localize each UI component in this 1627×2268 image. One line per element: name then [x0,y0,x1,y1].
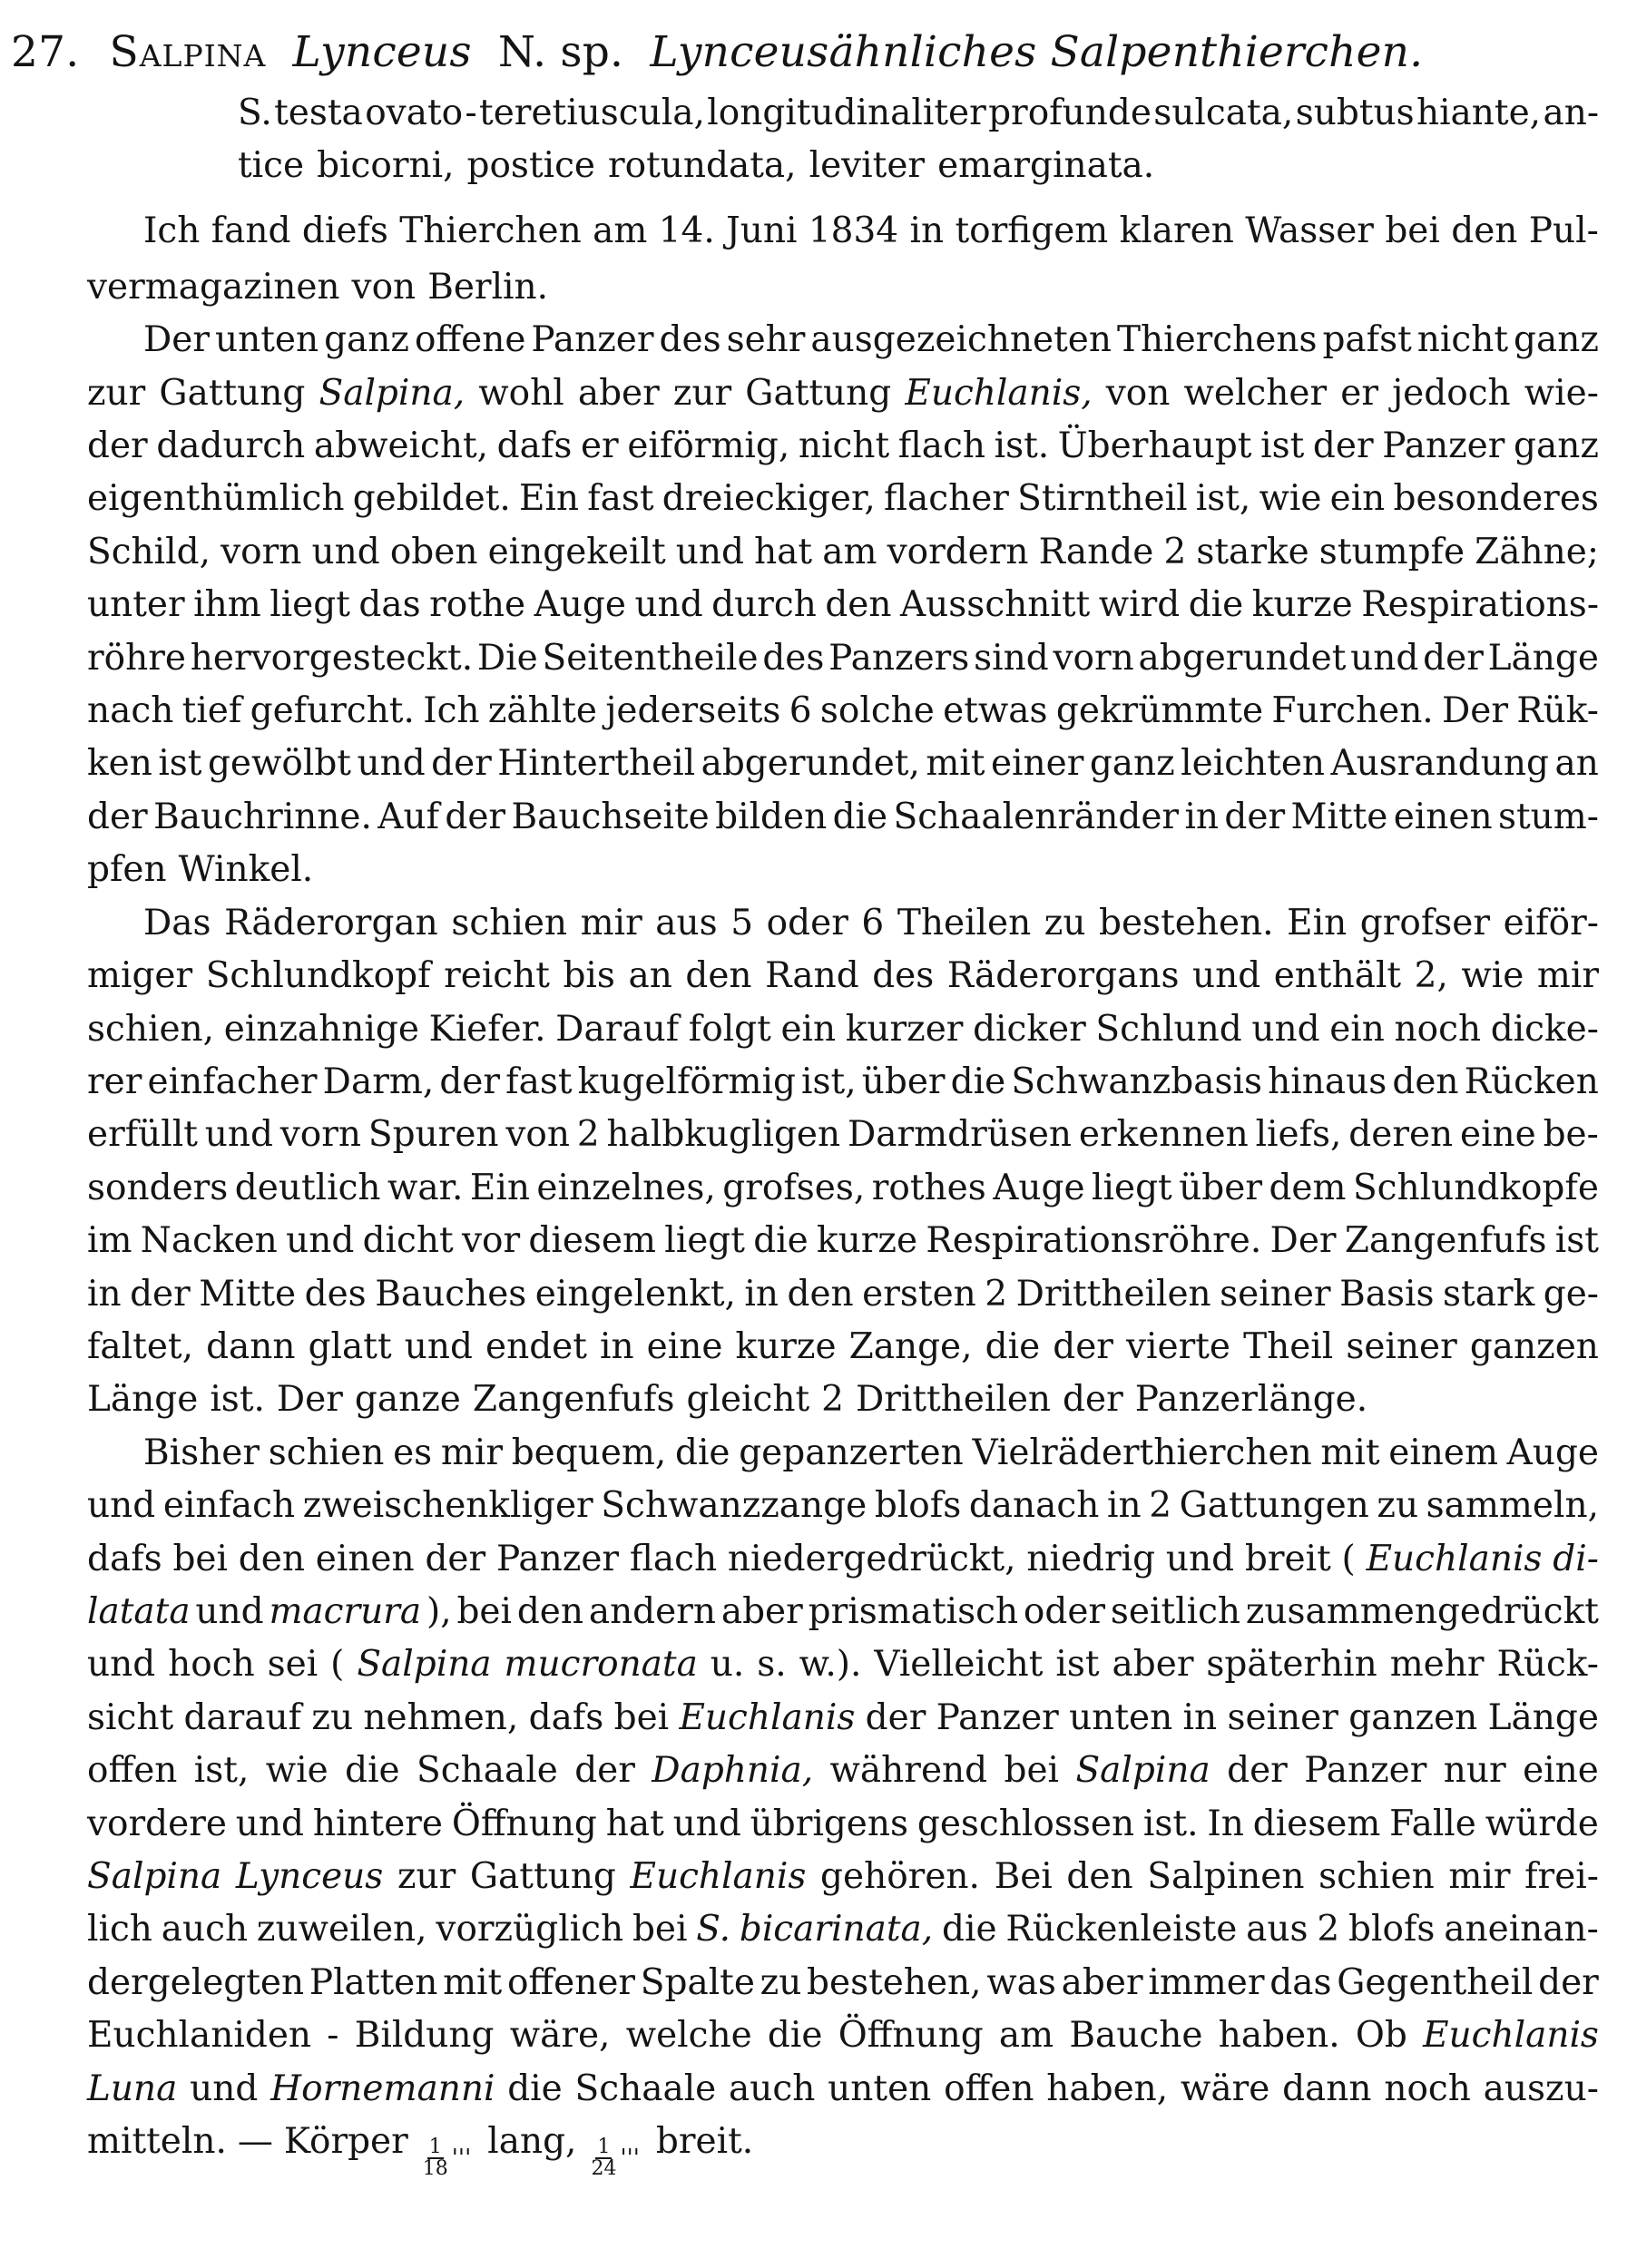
body-text-line: ken ist gewölbt und der Hintertheil abgerundet, mit einer ganz leichten Ausrandung an [87,743,1599,784]
body-text-line: und einfach zweischenkliger Schwanzzange blofs danach in 2 Gattungen zu sammeln, [87,1485,1599,1526]
body-text-line: Ich fand diefs Thierchen am 14. Juni 1834 in torfigem klaren Wasser bei den Pul- [143,210,1599,251]
common-name: Lynceusähnliches Salpenthierchen. [650,27,1424,77]
body-text-line: eigenthümlich gebildet. Ein fast dreieckiger, flacher Stirntheil ist, wie ein besonderes [87,478,1599,519]
body-text-line: sonders deutlich war. Ein einzelnes, grofses, rothes Auge liegt über dem Schlundkopfe [87,1168,1599,1208]
body-text-line: der Bauchrinne. Auf der Bauchseite bilden die Schaalenränder in der Mitte einen stum- [87,797,1599,837]
body-text-line: Der unten ganz offene Panzer des sehr ausgezeichneten Thierchens pafst nicht ganz [143,319,1599,360]
species-name: Lynceus [292,27,472,77]
body-text-line: dafs bei den einen der Panzer flach niedergedrückt, niedrig und breit ( Euchlanis di- [87,1539,1599,1579]
body-text-line: unter ihm liegt das rothe Auge und durch den Ausschnitt wird die kurze Respirations- [87,584,1599,625]
body-text-line: Euchlaniden - Bildung wäre, welche die Öffnung am Bauche haben. Ob Euchlanis [87,2015,1599,2056]
body-text-line: lich auch zuweilen, vorzüglich bei S. bicarinata, die Rückenleiste aus 2 blofs aneinan- [87,1909,1599,1950]
length-fraction: $\frac{1}{18}$ [422,2136,448,2180]
body-text-line: miger Schlundkopf reicht bis an den Rand des Räderorgans und enthält 2, wie mir [87,955,1599,996]
body-text-line: Länge ist. Der ganze Zangenfufs gleicht 2 Drittheilen der Panzerlänge. [87,1379,1368,1420]
body-text-line: sicht darauf zu nehmen, dafs bei Euchlanis der Panzer unten in seiner ganzen Länge [87,1697,1599,1738]
entry-number: 27. [11,27,80,77]
body-text-line: vordere und hintere Öffnung hat und übrigens geschlossen ist. In diesem Falle würde [87,1804,1599,1844]
body-text-line: nach tief gefurcht. Ich zählte jederseits 6 solche etwas gekrümmte Furchen. Der Rük- [87,690,1599,731]
body-text-line: schien, einzahnige Kiefer. Darauf folgt ein kurzer dicker Schlund und ein noch dicke- [87,1009,1599,1050]
body-text-line: faltet, dann glatt und endet in eine kurze Zange, die der vierte Theil seiner ganzen [87,1326,1599,1367]
body-text-line: röhre hervorgesteckt. Die Seitentheile des Panzers sind vorn abgerundet und der Länge [87,638,1599,679]
body-text-line: Schild, vorn und oben eingekeilt und hat am vordern Rande 2 starke stumpfe Zähne; [87,532,1599,572]
body-text-line: dergelegten Platten mit offener Spalte zu bestehen, was aber immer das Gegentheil der [87,1962,1599,2003]
new-species-mark: N. sp. [497,27,624,77]
body-text-line: latata und macrura ), bei den andern aber prismatisch oder seitlich zusammengedrückt [87,1591,1599,1632]
body-text-line: vermagazinen von Berlin. [87,267,549,308]
genus-name: Salpina [109,27,267,77]
body-text-line: Luna und Hornemanni die Schaale auch unten offen haben, wäre dann noch auszu- [87,2068,1599,2109]
body-text-line: erfüllt und vorn Spuren von 2 halbkugligen Darmdrüsen erkennen liefs, deren eine be- [87,1114,1599,1155]
body-text-line: Das Räderorgan schien mir aus 5 oder 6 Theilen zu bestehen. Ein grofser eiför- [143,903,1599,943]
body-text-line: in der Mitte des Bauches eingelenkt, in den ersten 2 Drittheilen seiner Basis stark ge- [87,1274,1599,1315]
diagnosis-line: tice bicorni, postice rotundata, leviter emarginata. [238,145,1155,186]
body-text-line: zur Gattung Salpina, wohl aber zur Gattung Euchlanis, von welcher er jedoch wie- [87,373,1599,414]
body-text-line: Bisher schien es mir bequem, die gepanzerten Vielräderthierchen mit einem Auge [143,1432,1599,1473]
body-text-line: der dadurch abweicht, dafs er eiförmig, nicht flach ist. Überhaupt ist der Panzer ganz [87,425,1599,466]
body-text-line: pfen Winkel. [87,849,314,890]
species-heading [11,25,1423,80]
body-text-line: im Nacken und dicht vor diesem liegt die kurze Respirationsröhre. Der Zangenfufs ist [87,1220,1599,1261]
body-text-line: und hoch sei ( Salpina mucronata u. s. w.). Vielleicht ist aber späterhin mehr Rück- [87,1644,1599,1685]
width-fraction: $\frac{1}{24}$ [591,2136,617,2180]
body-text-line-final: mitteln. — Körper $\frac{1}{18}$ ''' lang, $\frac{1}{24}$ ''' breit. [87,2121,754,2180]
body-text-line: offen ist, wie die Schaale der Daphnia, während bei Salpina der Panzer nur eine [87,1750,1599,1791]
diagnosis-line: S. testa ovato - teretiuscula, longitudinaliter profunde sulcata, subtus hiante, an- [238,93,1599,133]
body-text-line: Salpina Lynceus zur Gattung Euchlanis gehören. Bei den Salpinen schien mir frei- [87,1856,1599,1897]
body-text-line: rer einfacher Darm, der fast kugelförmig ist, über die Schwanzbasis hinaus den Rücken [87,1061,1599,1102]
